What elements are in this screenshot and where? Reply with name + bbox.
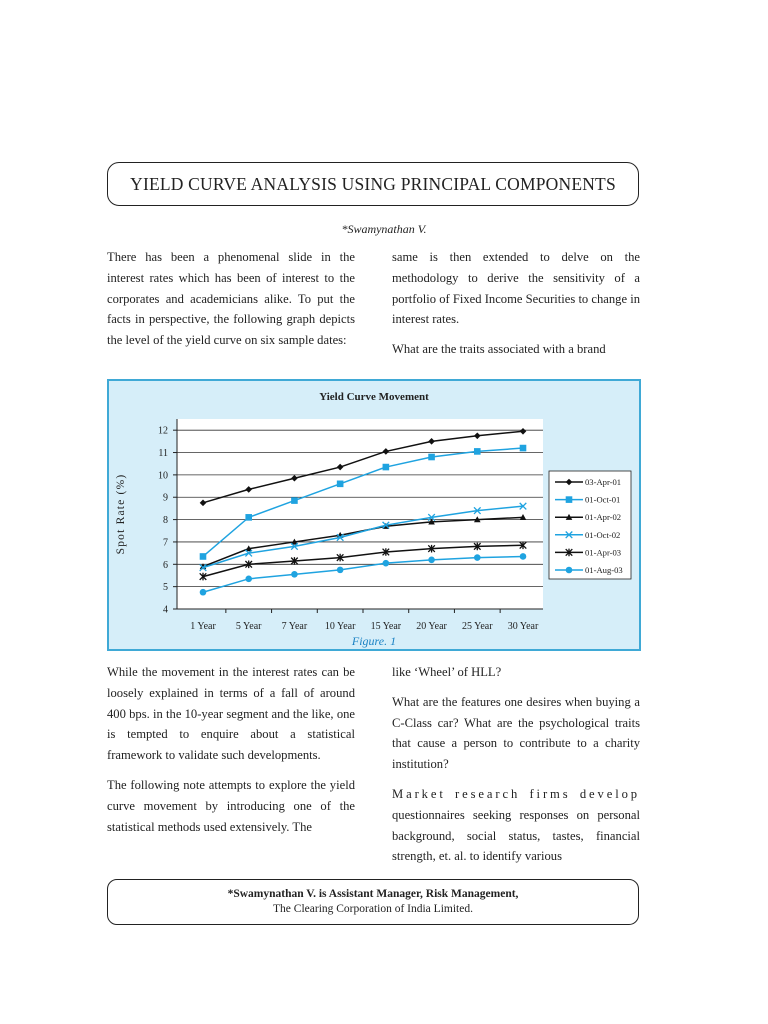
data-point	[337, 481, 344, 488]
legend-box	[549, 471, 631, 579]
legend-label: 01-Apr-03	[585, 547, 622, 558]
article-title: YIELD CURVE ANALYSIS USING PRINCIPAL COMPONENTS	[107, 162, 639, 206]
market-research-rest: questionnaires seeking responses on personal background, social status, tastes, financial strength, et. al. to identify various	[392, 807, 640, 864]
y-tick-label: 12	[158, 425, 168, 437]
footnote-line-2: The Clearing Corporation of India Limited.	[273, 903, 473, 915]
x-tick-labels	[190, 609, 539, 632]
footnote-line-1: *Swamynathan V. is Assistant Manager, Risk Management,	[227, 888, 519, 900]
data-point	[428, 454, 435, 461]
data-point	[245, 576, 252, 583]
yield-curve-chart	[109, 381, 639, 649]
right-column-bottom	[392, 662, 640, 876]
y-tick-label: 7	[163, 537, 168, 549]
figure-panel	[107, 379, 641, 651]
features-paragraph: What are the features one desires when buying a C-Class car? What are the psychological traits that cause a person to contribute to a charity institution?	[392, 694, 640, 772]
data-point	[520, 445, 527, 452]
legend-label: 01-Oct-02	[585, 529, 621, 540]
y-tick-label: 4	[163, 604, 168, 616]
data-point	[566, 496, 573, 503]
methodology-paragraph: same is then extended to delve on the methodology to derive the sensitivity of a portfolio of Fixed Income Securities to change in interest rates.	[392, 250, 640, 327]
x-tick-label: 7 Year	[281, 621, 308, 632]
brand-traits-line: What are the traits associated with a brand	[392, 342, 606, 357]
y-tick-label: 10	[158, 470, 168, 482]
plot-area	[177, 419, 543, 609]
data-point	[428, 557, 435, 564]
chart-title: Yield Curve Movement	[319, 391, 429, 403]
y-axis-label: Spot Rate (%)	[115, 473, 127, 555]
right-column-top	[392, 247, 640, 369]
legend-label: 01-Apr-02	[585, 512, 622, 523]
data-point	[383, 560, 390, 567]
x-tick-label: 20 Year	[416, 621, 447, 632]
market-research-paragraph	[392, 784, 640, 867]
data-point	[291, 497, 298, 504]
data-point	[474, 554, 481, 561]
y-tick-label: 5	[163, 582, 168, 594]
data-point	[566, 567, 573, 574]
x-tick-label: 30 Year	[507, 621, 539, 632]
y-tick-label: 6	[163, 559, 168, 571]
left-column-bottom	[107, 662, 355, 846]
legend-label: 01-Oct-01	[585, 494, 621, 505]
data-point	[200, 589, 207, 596]
x-tick-label: 25 Year	[462, 621, 493, 632]
data-point	[245, 514, 252, 521]
data-point	[291, 571, 298, 578]
wheel-line: like ‘Wheel’ of HLL?	[392, 665, 502, 679]
legend-label: 01-Aug-03	[585, 565, 623, 575]
author-byline: *Swamynathan V.	[341, 222, 427, 236]
x-tick-label: 15 Year	[370, 621, 402, 632]
data-point	[520, 553, 527, 560]
x-tick-label: 5 Year	[235, 621, 262, 632]
x-tick-label: 10 Year	[324, 621, 356, 632]
author-footnote	[107, 879, 639, 925]
data-point	[337, 567, 344, 574]
y-tick-label: 9	[163, 492, 168, 504]
data-point	[474, 448, 481, 455]
movement-paragraph: While the movement in the interest rates can be loosely explained in terms of a fall of around 400 bps. in the 10-year segment and the like, one is tempted to enquire about a statistical framework to validate such developments.	[107, 665, 355, 763]
intro-paragraph: There has been a phenomenal slide in the interest rates which has been of interest to the corporates and academicians alike. To put the facts in perspective, the following graph depicts the level of the yield curve on six sample dates:	[107, 250, 355, 348]
market-research-lead: Market research firms develop	[392, 786, 640, 801]
left-column-top	[107, 247, 355, 360]
legend-label: 03-Apr-01	[585, 477, 622, 487]
y-tick-labels	[158, 426, 168, 616]
data-point	[383, 464, 390, 471]
y-tick-label: 11	[158, 448, 168, 460]
y-tick-label: 8	[163, 515, 168, 527]
x-tick-label: 1 Year	[190, 621, 216, 632]
note-paragraph: The following note attempts to explore the yield curve movement by introducing one of the statistical methods used extensively. The	[107, 777, 355, 834]
data-point	[200, 553, 207, 560]
figure-caption: Figure. 1	[351, 634, 397, 648]
